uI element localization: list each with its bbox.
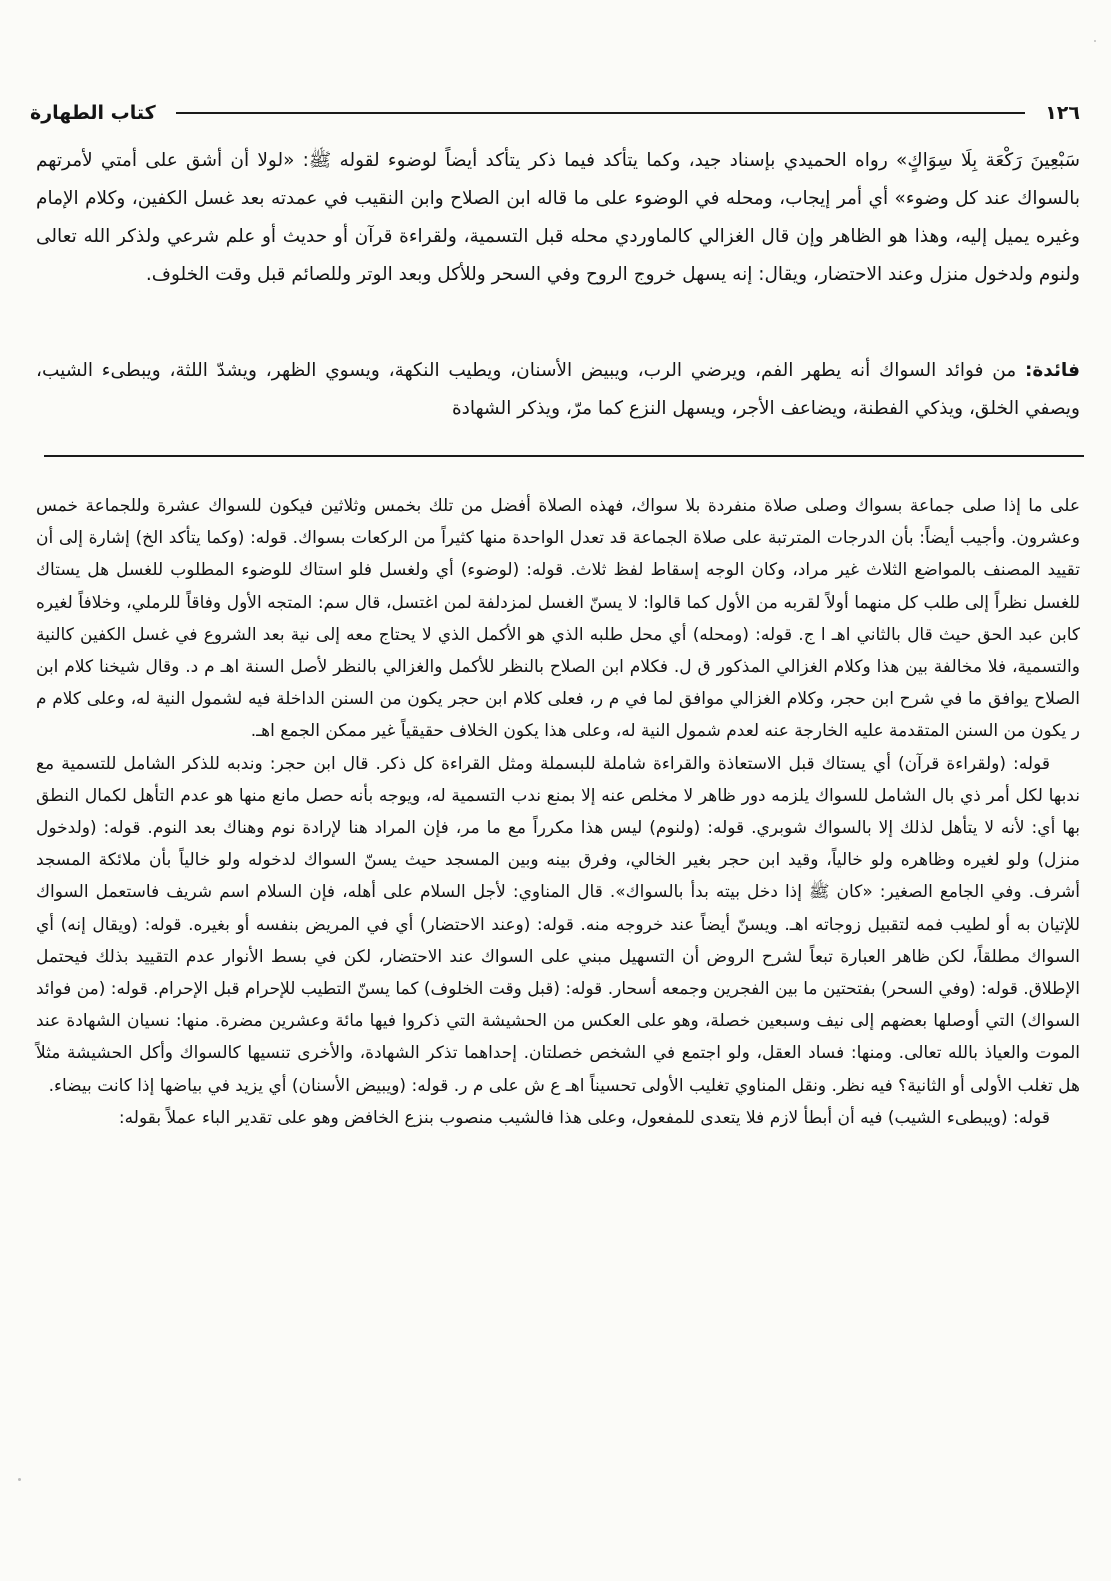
benefit-label: فائدة: bbox=[1024, 360, 1080, 381]
scan-speck bbox=[1094, 40, 1096, 42]
scan-speck bbox=[18, 1478, 21, 1481]
commentary-paragraph: قوله: (ويبطىء الشيب) فيه أن أبطأ لازم فلا يتعدى للمفعول، وعلى هذا فالشيب منصوب بنزع الخافض وهو على تقدير الباء عملاً بقوله: bbox=[118, 1107, 1050, 1128]
book-title: كتاب الطهارة bbox=[30, 102, 156, 124]
benefit-note bbox=[36, 352, 1080, 428]
main-text bbox=[36, 142, 1080, 294]
commentary-paragraph: على ما إذا صلى جماعة بسواك وصلى صلاة منفردة بلا سواك، فهذه الصلاة أفضل من تلك بخمس وثلاثين فيكون للسواك عشرة وللجماعة خمس وعشرون. وأجيب أيضاً: بأن الدرجات المترتبة على صلاة الجماعة قد تعدل الواحدة منها كثيراً من الركعات بسواك. قوله: (وكما يتأكد الخ) إشارة إلى أن تقييد المصنف بالمواضع الثلاث غير مراد، وكان الوجه إسقاط لفظ ثلاث. قوله: (لوضوء) أي ولغسل فلو استاك للوضوء المطلوب للغسل هل يستاك للغسل نظراً إلى طلب كل منهما أولاً لقربه من الأول كما قالوا: لا يسنّ الغسل لمزدلفة لمن اغتسل، قال سم: المتجه الأول وفاقاً للرملي، وخلافاً لغيره كابن عبد الحق حيث قال بالثاني اهـ ا ج. قوله: (ومحله) أي محل طلبه الذي هو الأكمل الذي لا يحتاج معه إلى نية بعد الشروع في غسل الكفين كالنية والتسمية، فلا مخالفة بين هذا وكلام الغزالي المذكور ق ل. فكلام ابن الصلاح بالنظر للأكمل والغزالي بالنظر لأصل السنة اهـ م د. وقال شيخنا كلام ابن الصلاح يوافق ما في شرح ابن حجر، وكلام الغزالي موافق لما في م ر، فعلى كلام ابن حجر يكون من السنن الداخلة فيه لشمول النية له، وعلى كلام م ر يكون من السنن المتقدمة عليه الخارجة عنه لعدم شمول النية له، وعلى هذا يكون الخلاف حقيقياً غير ممكن الجمع اهـ. bbox=[36, 496, 1080, 742]
commentary-paragraph: قوله: (ولقراءة قرآن) أي يستاك قبل الاستعاذة والقراءة شاملة للبسملة ومثل القراءة كل ذكر. قال ابن حجر: وندبه للذكر الشامل للتسمية مع ندبها لكل أمر ذي بال الشامل للسواك يلزمه دور ظاهر لا مخلص عنه إلا بمنع ندب التسمية له، ويوجه بأنه حصل مانع منها هو عدم التأهل لكمال النطق بها أي: لأنه لا يتأهل لذلك إلا بالسواك شوبري. قوله: (ولنوم) ليس هذا مكرراً مع ما مر، فإن المراد هنا لإرادة نوم وهناك بعد النوم. قوله: (ولدخول منزل) ولو لغيره وظاهره ولو خالياً، وقيد ابن حجر بغير الخالي، وفرق بينه وبين المسجد حيث يسنّ السواك لدخوله ولو خالياً بأن ملائكة المسجد أشرف. وفي الجامع الصغير: «كان ﷺ إذا دخل بيته بدأ بالسواك». قال المناوي: لأجل السلام على أهله، فإن السلام اسم شريف فاستعمل السواك للإتيان به أو لطيب فمه لتقبيل زوجاته اهـ. ويسنّ أيضاً عند خروجه منه. قوله: (وعند الاحتضار) أي في المريض بنفسه أو بغيره. قوله: (ويقال إنه) أي السواك مطلقاً، لكن ظاهر العبارة تبعاً لشرح الروض أن التسهيل مبني على السواك عند الاحتضار، لكن في بسط الأنوار عدم التقييد بذلك فيحتمل الإطلاق. قوله: (وفي السحر) بفتحتين ما بين الفجرين وجمعه أسحار. قوله: (قبل وقت الخلوف) كما يسنّ التطيب للإحرام قبل الإحرام. قوله: (من فوائد السواك) التي أوصلها بعضهم إلى نيف وسبعين خصلة، وهو على العكس من الحشيشة التي ذكروا فيها مائة وعشرين مضرة. منها: نسيان الشهادة عند الموت والعياذ بالله تعالى. ومنها: فساد العقل، ولو اجتمع في الشخص خصلتان. إحداهما تذكر الشهادة، والأخرى تنسيها كالسواك وأكل الحشيشة مثلاً هل تغلب الأولى أو الثانية؟ فيه نظر. ونقل المناوي تغليب الأولى تحسيناً اهـ ع ش على م ر. قوله: (ويبيض الأسنان) أي يزيد في بياضها إذا كانت بيضاء. bbox=[36, 753, 1080, 1096]
header-rule bbox=[176, 112, 1026, 114]
footnote-divider bbox=[44, 455, 1084, 457]
page-number: ١٢٦ bbox=[1045, 102, 1080, 124]
main-text-paragraph: سَبْعِينَ رَكْعَة بِلَا سِوَاكٍ» رواه الحميدي بإسناد جيد، وكما يتأكد فيما ذكر يتأكد أيضاً لوضوء لقوله ﷺ: «لولا أن أشق على أمتي لأمرتهم بالسواك عند كل وضوء» أي أمر إيجاب، ومحله في الوضوء على ما قاله ابن الصلاح وابن النقيب في عمدته بعد غسل الكفين، وكلام الإمام وغيره يميل إليه، وهذا هو الظاهر وإن قال الغزالي كالماوردي محله قبل التسمية، ولقراءة قرآن أو حديث أو علم شرعي ولذكر الله تعالى ولنوم ولدخول منزل وعند الاحتضار، ويقال: إنه يسهل خروج الروح وفي السحر وللأكل وبعد الوتر وللصائم قبل وقت الخلوف. bbox=[36, 150, 1080, 285]
benefit-text: من فوائد السواك أنه يطهر الفم، ويرضي الرب، ويبيض الأسنان، ويطيب النكهة، ويسوي الظهر، ويشدّ اللثة، ويبطىء الشيب، ويصفي الخلق، ويذكي الفطنة، ويضاعف الأجر، ويسهل النزع كما مرّ، ويذكر الشهادة bbox=[36, 360, 1080, 419]
commentary bbox=[36, 490, 1080, 1134]
page-header bbox=[30, 96, 1080, 130]
